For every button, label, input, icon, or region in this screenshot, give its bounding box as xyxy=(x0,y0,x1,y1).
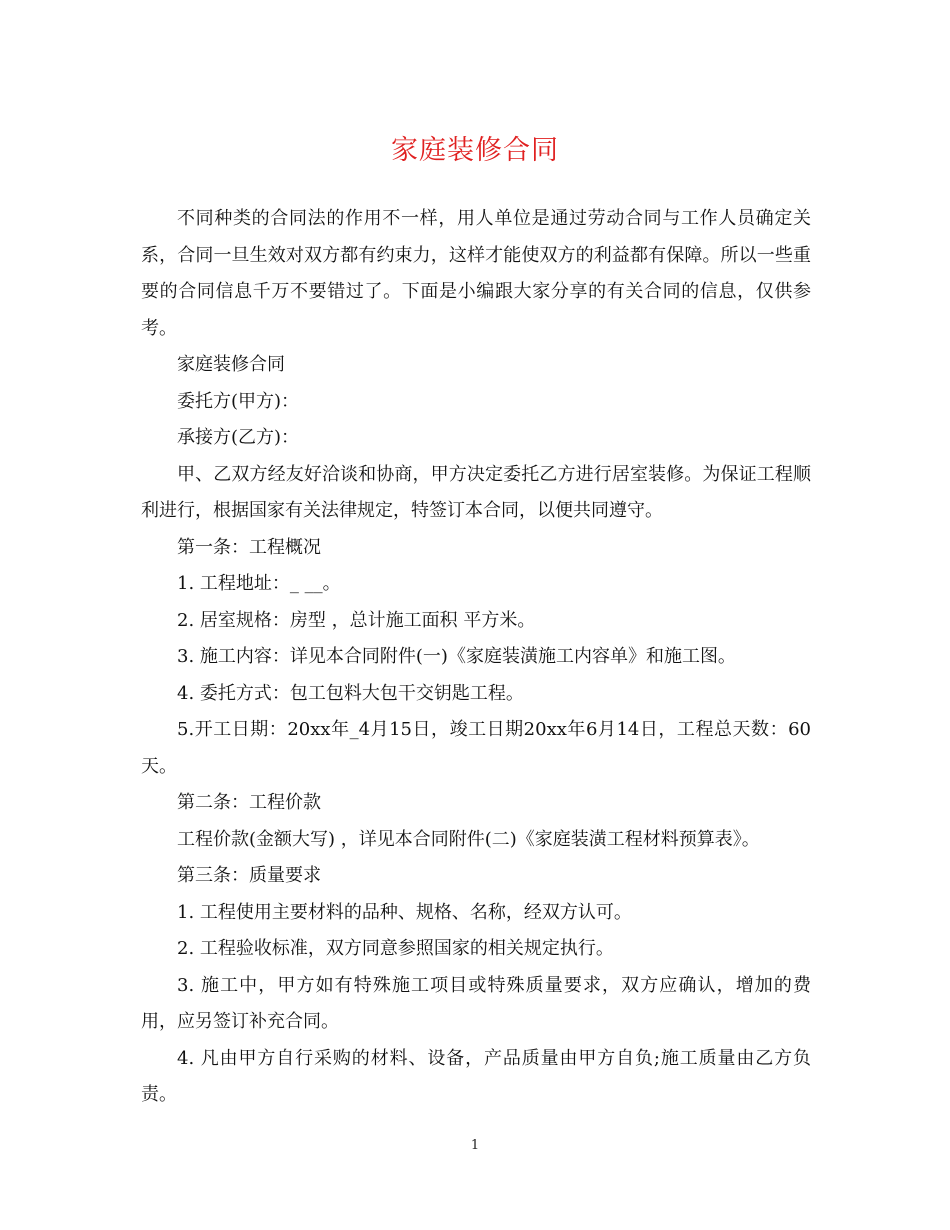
article-3-item-3: 3. 施工中，甲方如有特殊施工项目或特殊质量要求，双方应确认，增加的费用，应另签订补充合同。 xyxy=(141,974,811,1032)
article-2-text: 工程价款(金额大写) ，详见本合同附件(二)《家庭装潢工程材料预算表》。 xyxy=(177,828,760,850)
party-b-line: 承接方(乙方)： xyxy=(177,427,300,448)
article-1-item-5: 5.开工日期：20xx年_4月15日，竣工日期20xx年6月14日，工程总天数：60天。 xyxy=(141,719,811,777)
article-2-heading: 第二条：工程价款 xyxy=(177,792,321,813)
intro-paragraph: 不同种类的合同法的作用不一样，用人单位是通过劳动合同与工作人员确定关系，合同一旦生效对双方都有约束力，这样才能使双方的利益都有保障。所以一些重要的合同信息千万不要错过了。下面是小编跟大家分享的有关合同的信息，仅供参考。 xyxy=(141,208,811,339)
article-3-item-4: 4. 凡由甲方自行采购的材料、设备，产品质量由甲方自负;施工质量由乙方负责。 xyxy=(141,1047,811,1105)
party-a-line: 委托方(甲方)： xyxy=(177,390,300,412)
agreement-paragraph: 甲、乙双方经友好洽谈和协商，甲方决定委托乙方进行居室装修。为保证工程顺利进行，根据国家有关法律规定，特签订本合同，以便共同遵守。 xyxy=(141,463,811,521)
article-1-item-4: 4. 委托方式：包工包料大包干交钥匙工程。 xyxy=(177,682,524,704)
document-title: 家庭装修合同 xyxy=(391,135,559,166)
document-body xyxy=(141,201,811,1114)
article-3-item-1: 1. 工程使用主要材料的品种、规格、名称，经双方认可。 xyxy=(177,901,632,923)
contract-heading: 家庭装修合同 xyxy=(177,354,285,375)
article-1-item-1: 1. 工程地址：_ __。 xyxy=(177,573,341,594)
article-1-item-2: 2. 居室规格：房型 ，总计施工面积 平方米。 xyxy=(177,609,536,631)
article-1-item-3: 3. 施工内容：详见本合同附件(一)《家庭装潢施工内容单》和施工图。 xyxy=(177,646,736,667)
page-number: 1 xyxy=(470,1138,480,1153)
article-1-heading: 第一条：工程概况 xyxy=(177,536,321,558)
article-3-item-2: 2. 工程验收标准，双方同意参照国家的相关规定执行。 xyxy=(177,938,614,959)
article-3-heading: 第三条：质量要求 xyxy=(177,865,321,886)
